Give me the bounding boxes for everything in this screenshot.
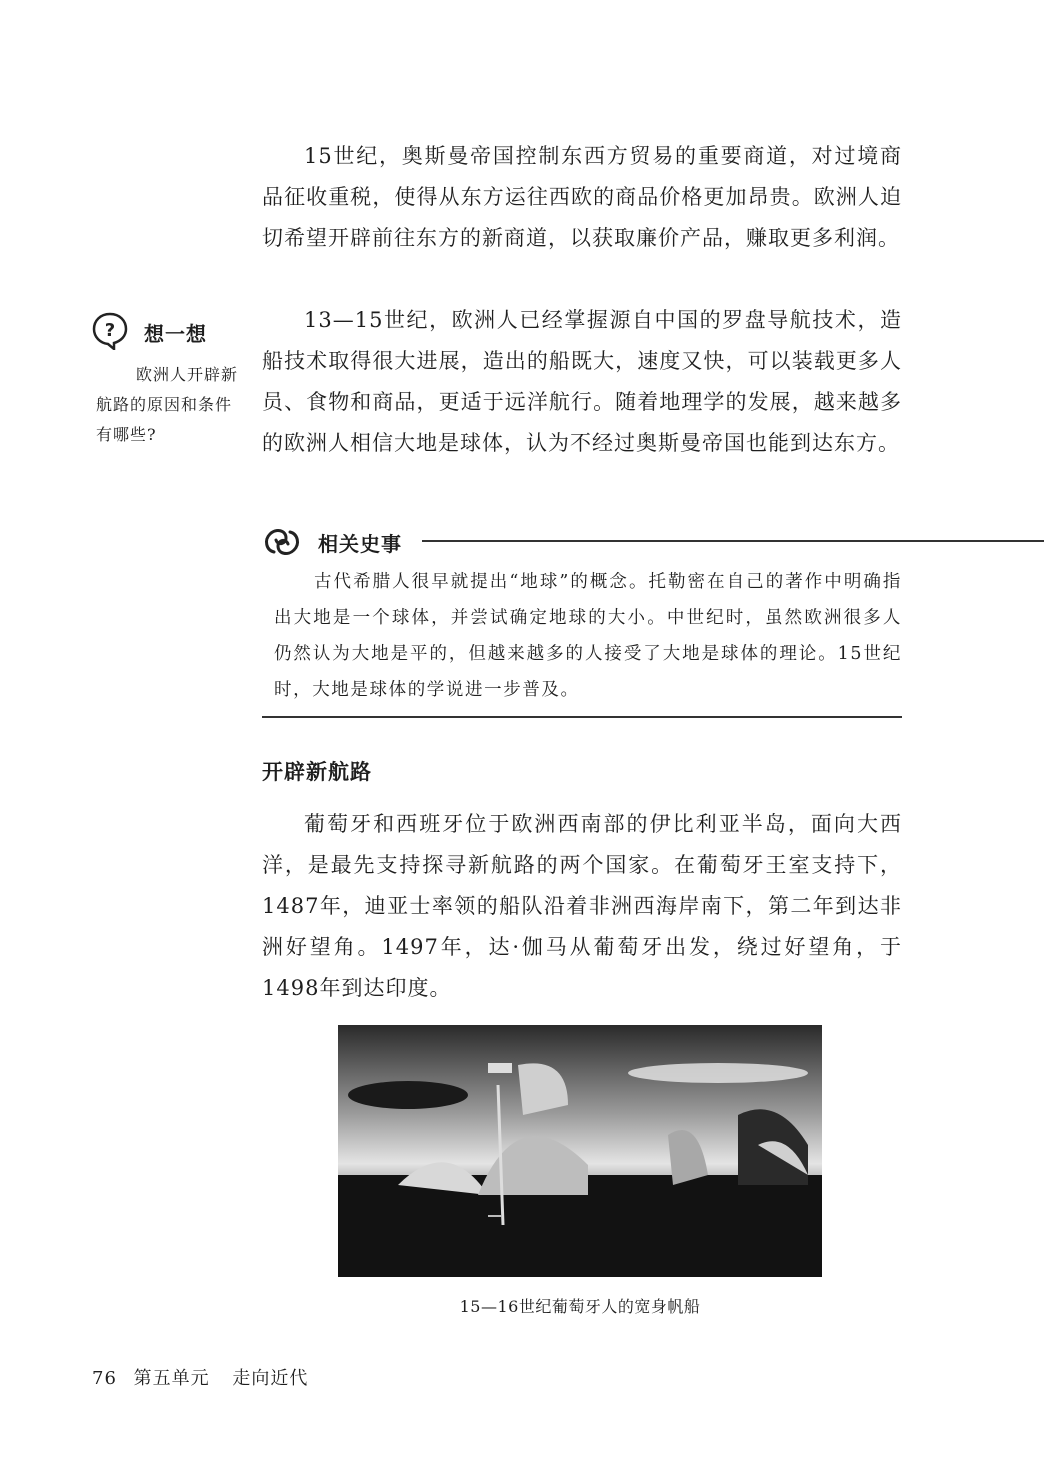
page-footer [92, 1364, 308, 1390]
question-bubble-icon [92, 312, 128, 350]
section-heading: 开辟新航路 [262, 760, 372, 784]
unit-label: 第五单元 [133, 1368, 210, 1389]
page-number: 76 [92, 1368, 117, 1389]
swirl-icon [262, 522, 302, 562]
related-history-title: 相关史事 [318, 532, 402, 556]
figure-caption: 15—16世纪葡萄牙人的宽身帆船 [459, 1297, 701, 1316]
think-question: 欧洲人开辟新航路的原因和条件有哪些? [96, 365, 239, 444]
bottom-divider [262, 716, 902, 718]
think-title: 想一想 [144, 322, 207, 346]
related-history-text: 古代希腊人很早就提出“地球”的概念。托勒密在自己的著作中明确指出大地是一个球体，并尝试确定地球的大小。中世纪时，虽然欧洲很多人仍然认为大地是平的，但越来越多的人接受了大地是球体的理论。15世纪时，大地是球体的学说进一步普及。 [274, 572, 902, 700]
svg-text:?: ? [104, 320, 116, 341]
title-divider [422, 540, 1044, 542]
paragraph-navigation-conditions: 13—15世纪，欧洲人已经掌握源自中国的罗盘导航技术，造船技术取得很大进展，造出的船既大，速度又快，可以装载更多人员、食物和商品，更适于远洋航行。随着地理学的发展，越来越多的欧洲人相信大地是球体，认为不经过奥斯曼帝国也能到达东方。 [262, 308, 902, 455]
unit-title: 走向近代 [232, 1368, 309, 1389]
carrack-illustration [338, 1025, 822, 1277]
paragraph-portugal-spain: 葡萄牙和西班牙位于欧洲西南部的伊比利亚半岛，面向大西洋，是最先支持探寻新航路的两个国家。在葡萄牙王室支持下，1487年，迪亚士率领的船队沿着非洲西海岸南下，第二年到达非洲好望角。1497年，达·伽马从葡萄牙出发，绕过好望角，于1498年到达印度。 [262, 812, 902, 1000]
paragraph-ottoman-trade: 15世纪，奥斯曼帝国控制东西方贸易的重要商道，对过境商品征收重税，使得从东方运往西欧的商品价格更加昂贵。欧洲人迫切希望开辟前往东方的新商道，以获取廉价产品，赚取更多利润。 [262, 144, 902, 250]
